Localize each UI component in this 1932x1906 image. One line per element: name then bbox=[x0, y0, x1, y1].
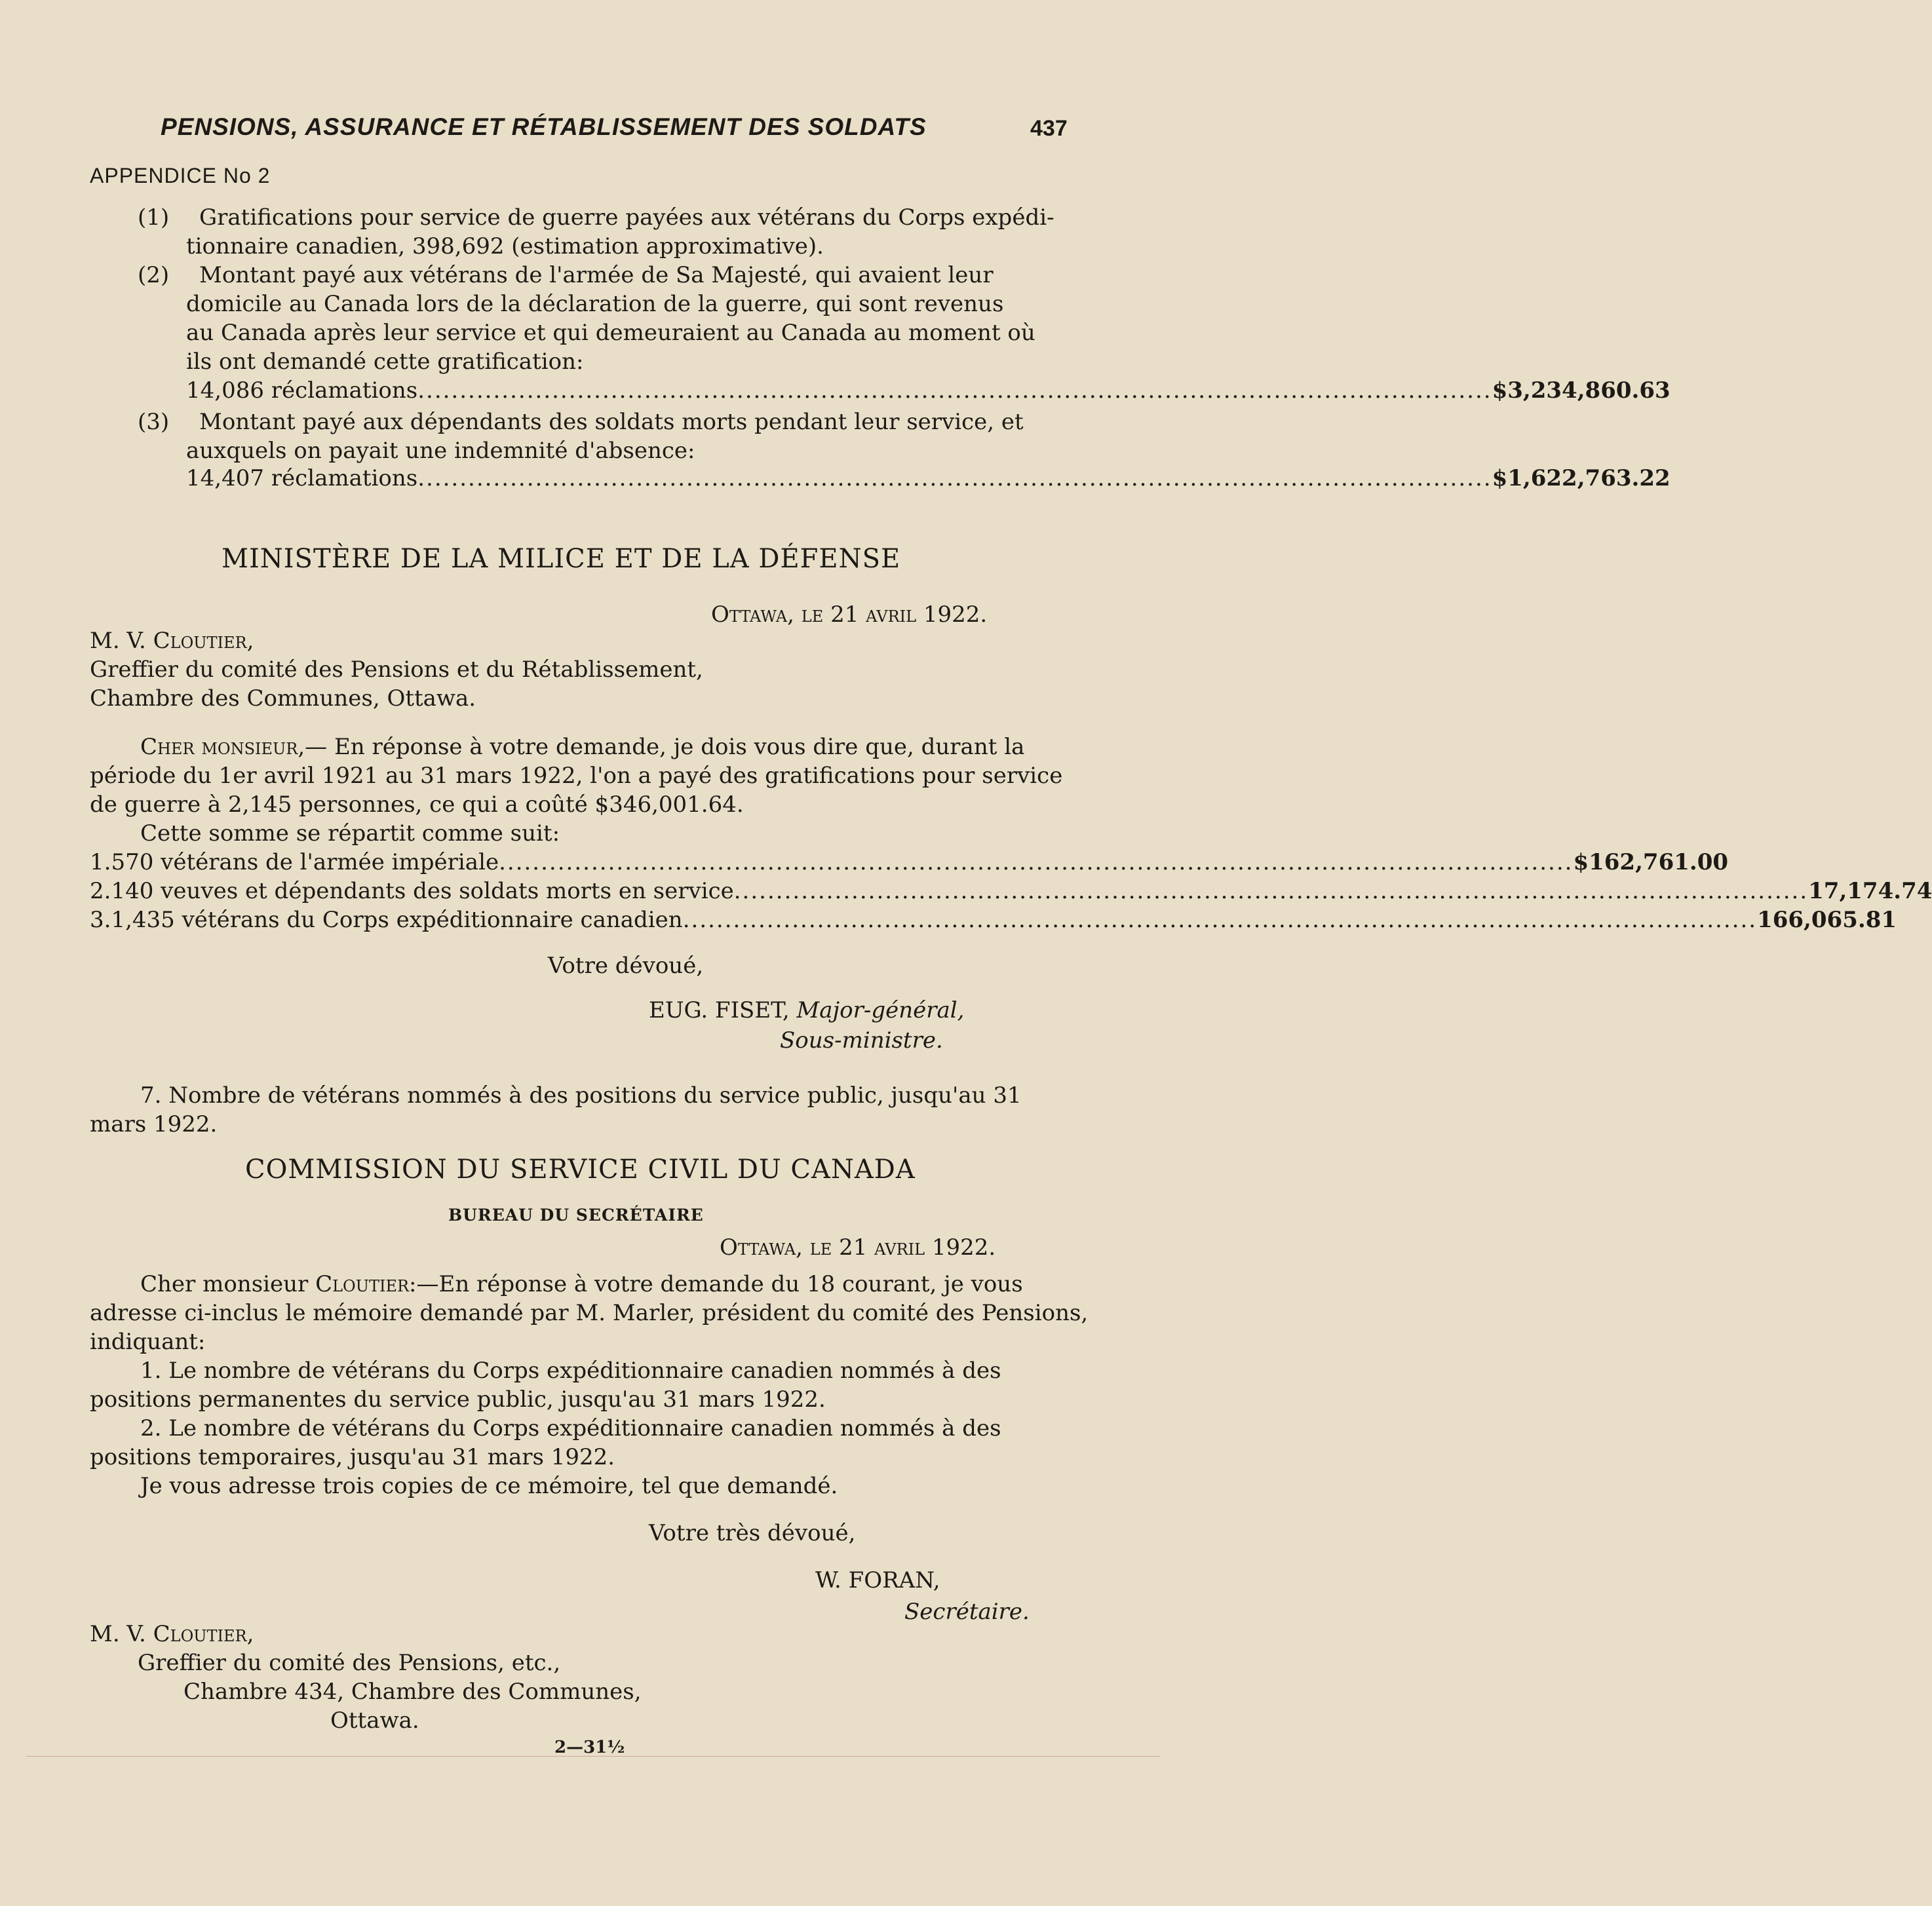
letter-1-signature-block bbox=[649, 996, 964, 1025]
letter-1-signature-title1: Major-général, bbox=[796, 997, 965, 1023]
item-2-line2: domicile au Canada lors de la déclaration de la guerre, qui sont revenus bbox=[186, 291, 1004, 317]
letter-2-place-date: Ottawa, le 21 avril 1922. bbox=[720, 1234, 996, 1261]
letter-1-body-line4: Cette somme se répartit comme suit: bbox=[140, 820, 560, 847]
letter-1-addressee-name: M. V. Cloutier, bbox=[90, 628, 254, 654]
item-3-claims: 14,407 réclamations bbox=[186, 465, 418, 491]
letter-1-signature-title2: Sous-ministre. bbox=[780, 1027, 943, 1054]
letter-1-body-line1-text: — En réponse à votre demande, je dois vous dire que, durant la bbox=[305, 734, 1025, 760]
list-item-number: 1. bbox=[90, 849, 111, 875]
letter-1-body-line3: de guerre à 2,145 personnes, ce qui a coûté $346,001.64. bbox=[90, 791, 744, 818]
item-3-line2: auxquels on payait une indemnité d'absence: bbox=[186, 438, 695, 464]
letter-1-signature: EUG. FISET, bbox=[649, 997, 790, 1023]
list-item-number: 3. bbox=[90, 907, 111, 933]
item-2-line1: Montant payé aux vétérans de l'armée de Sa Majesté, qui avaient leur bbox=[199, 262, 994, 288]
letter-2-addressee-line2: Greffier du comité des Pensions, etc., bbox=[138, 1650, 561, 1676]
list-item-amount: 17,174.74 bbox=[1808, 878, 1932, 904]
letter-2-salutation-name: Cloutier bbox=[315, 1271, 410, 1297]
leader-dots: ................................................................................................................................ bbox=[499, 849, 1574, 875]
item-2-line4: ils ont demandé cette gratification: bbox=[186, 349, 584, 375]
item-7-line2: mars 1922. bbox=[90, 1111, 218, 1137]
item-1-line1: Gratifications pour service de guerre payées aux vétérans du Corps expédi- bbox=[199, 204, 1054, 231]
leader-dots: ................................................................................................................................ bbox=[417, 377, 1492, 404]
item-2-total-row bbox=[186, 377, 1671, 404]
letter-1-salutation: Cher monsieur, bbox=[140, 734, 305, 760]
letter-1-place-date: Ottawa, le 21 avril 1922. bbox=[711, 601, 988, 628]
letter-2-point3: Je vous adresse trois copies de ce mémoire, tel que demandé. bbox=[140, 1473, 838, 1499]
item-2-line3: au Canada après leur service et qui demeuraient au Canada au moment où bbox=[186, 320, 1035, 346]
appendix-label: APPENDICE No 2 bbox=[90, 164, 271, 187]
item-2-claims: 14,086 réclamations bbox=[186, 377, 418, 404]
letter-1-closing: Votre dévoué, bbox=[548, 953, 704, 979]
item-3-amount: $1,622,763.22 bbox=[1492, 465, 1671, 491]
letter-2-point1-line2: positions permanentes du service public, jusqu'au 31 mars 1922. bbox=[90, 1386, 826, 1413]
item-3-total-row bbox=[186, 465, 1671, 491]
letter-2-body-line1-text: :—En réponse à votre demande du 18 courant, je vous bbox=[409, 1271, 1023, 1297]
item-1-number: (1) bbox=[138, 204, 170, 231]
letter-1-addressee-line2: Greffier du comité des Pensions et du Rétablissement, bbox=[90, 657, 703, 683]
leader-dots: ................................................................................................................................ bbox=[682, 907, 1758, 933]
letter-2-subheading: BUREAU DU SECRÉTAIRE bbox=[448, 1206, 704, 1225]
item-3-number: (3) bbox=[138, 409, 170, 435]
signature-mark: 2—31½ bbox=[554, 1738, 625, 1757]
leader-dots: ................................................................................................................................ bbox=[733, 878, 1809, 904]
list-item bbox=[90, 907, 1897, 933]
item-3-line1: Montant payé aux dépendants des soldats morts pendant leur service, et bbox=[199, 409, 1024, 435]
list-item-amount: 166,065.81 bbox=[1757, 907, 1897, 933]
item-1-line2: tionnaire canadien, 398,692 (estimation approximative). bbox=[186, 233, 824, 259]
item-7-line1: 7. Nombre de vétérans nommés à des positions du service public, jusqu'au 31 bbox=[140, 1082, 1022, 1109]
page-number: 437 bbox=[1030, 116, 1068, 141]
list-item bbox=[90, 878, 1932, 904]
letter-1-body-line2: période du 1er avril 1921 au 31 mars 1922, l'on a payé des gratifications pour service bbox=[90, 763, 1063, 789]
running-title: PENSIONS, ASSURANCE ET RÉTABLISSEMENT DES SOLDATS bbox=[161, 113, 927, 140]
leader-dots: ................................................................................................................................ bbox=[417, 465, 1492, 491]
letter-2-point2-line1: 2. Le nombre de vétérans du Corps expéditionnaire canadien nommés à des bbox=[140, 1415, 1001, 1441]
letter-2-signature: W. FORAN, bbox=[815, 1567, 940, 1593]
letter-1-addressee-line3: Chambre des Communes, Ottawa. bbox=[90, 685, 476, 712]
letter-1-heading: MINISTÈRE DE LA MILICE ET DE LA DÉFENSE bbox=[222, 544, 901, 574]
letter-2-salutation-prefix: Cher monsieur bbox=[140, 1271, 316, 1297]
letter-2-closing: Votre très dévoué, bbox=[649, 1520, 856, 1546]
letter-2-addressee-line4: Ottawa. bbox=[330, 1707, 419, 1734]
list-item-text: 1,435 vétérans du Corps expéditionnaire canadien bbox=[111, 907, 683, 933]
letter-1-body-line1 bbox=[140, 733, 1024, 761]
letter-2-addressee-name: M. V. Cloutier, bbox=[90, 1621, 254, 1647]
list-item-text: 140 veuves et dépendants des soldats morts en service bbox=[111, 878, 734, 904]
list-item-amount: $162,761.00 bbox=[1573, 849, 1729, 875]
item-2-number: (2) bbox=[138, 262, 170, 288]
letter-2-body-line1 bbox=[140, 1270, 1023, 1299]
letter-2-addressee-line3: Chambre 434, Chambre des Communes, bbox=[184, 1679, 642, 1705]
letter-2-point2-line2: positions temporaires, jusqu'au 31 mars 1922. bbox=[90, 1444, 615, 1470]
letter-2-heading: COMMISSION DU SERVICE CIVIL DU CANADA bbox=[245, 1154, 916, 1185]
list-item-text: 570 vétérans de l'armée impériale bbox=[111, 849, 499, 875]
letter-2-signature-title: Secrétaire. bbox=[904, 1599, 1030, 1625]
letter-2-body-line2: adresse ci-inclus le mémoire demandé par M. Marler, président du comité des Pensions, bbox=[90, 1300, 1089, 1326]
list-item-number: 2. bbox=[90, 878, 111, 904]
letter-2-point1-line1: 1. Le nombre de vétérans du Corps expéditionnaire canadien nommés à des bbox=[140, 1358, 1001, 1384]
item-2-amount: $3,234,860.63 bbox=[1492, 377, 1671, 404]
list-item bbox=[90, 849, 1729, 875]
letter-2-body-line3: indiquant: bbox=[90, 1329, 206, 1355]
